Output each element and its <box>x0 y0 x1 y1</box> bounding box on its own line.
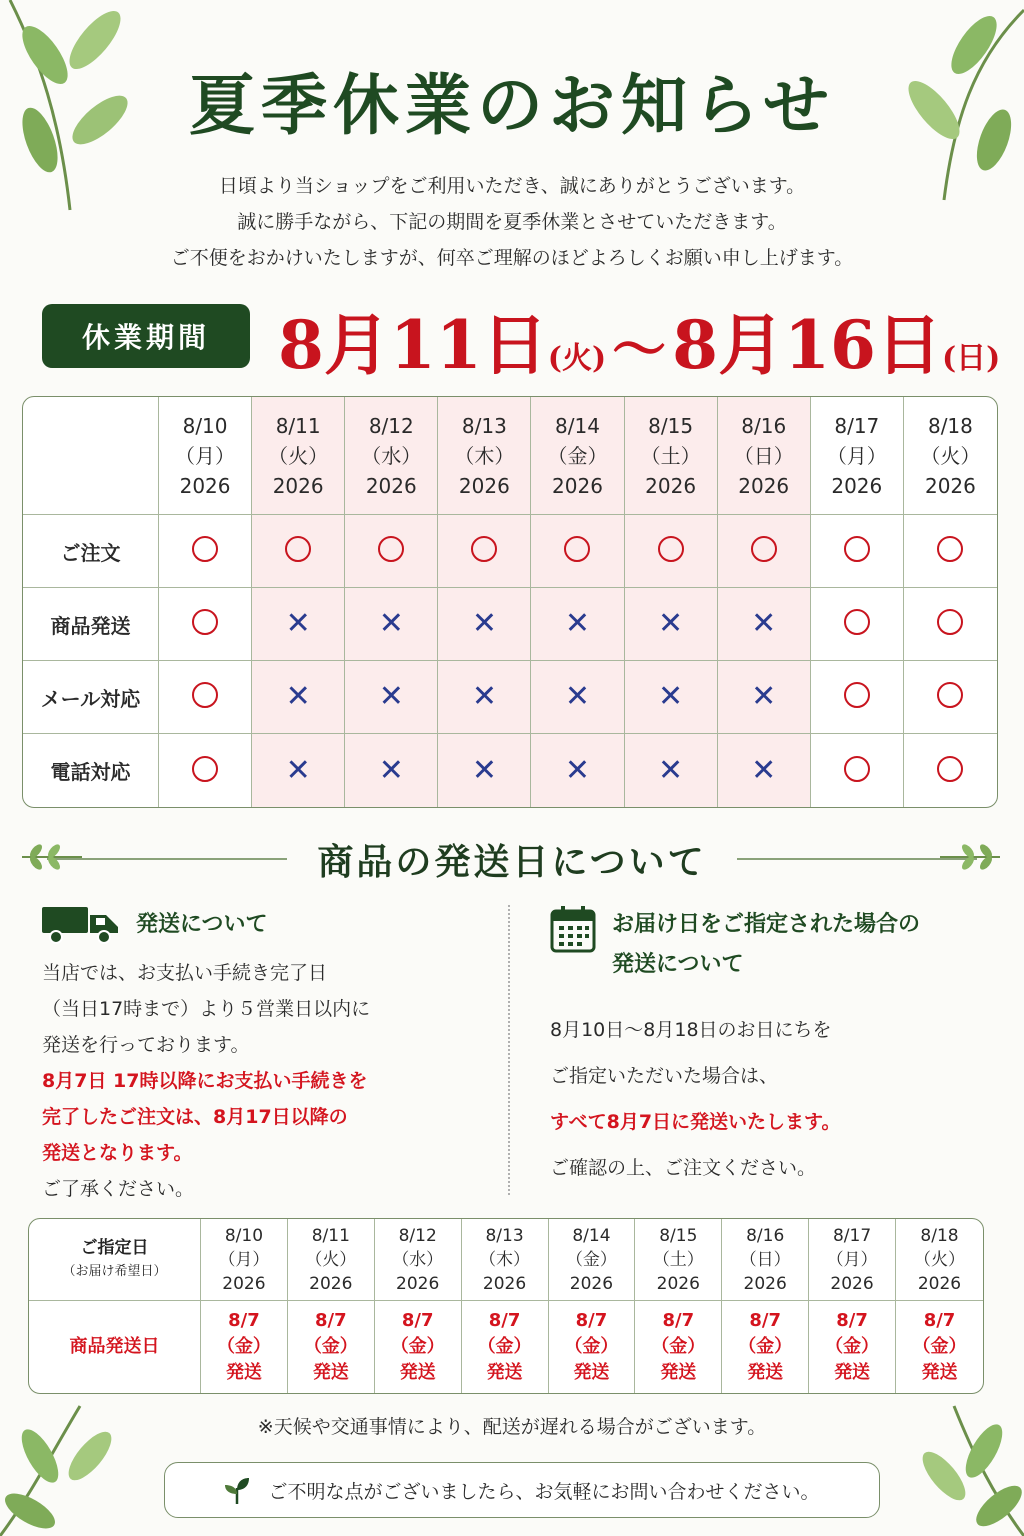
ship-ship-word: 発送 <box>921 1362 958 1383</box>
sprout-icon <box>224 1476 250 1504</box>
date-header-year: 2026 <box>831 473 883 498</box>
desired-date-year: 2026 <box>482 1273 527 1294</box>
delivery-line: 8月10日～8月18日のお日にちを <box>550 1019 832 1041</box>
date-header-date: 8/10 <box>182 413 228 438</box>
date-header-date: 8/16 <box>741 413 787 438</box>
intro-line: ご不便をおかけいたしますが、何卒ご理解のほどよろしくお願い申し上げます。 <box>170 247 854 269</box>
ship-ship-word: 発送 <box>660 1362 697 1383</box>
status-cell <box>252 734 345 807</box>
date-header-day: （水） <box>361 443 422 468</box>
status-cell <box>159 588 252 661</box>
ship-ship-day: （金） <box>303 1336 358 1357</box>
desired-date-year: 2026 <box>917 1273 962 1294</box>
status-cell <box>904 588 997 661</box>
status-cell <box>438 661 531 734</box>
ship-ship-date: 8/7 <box>662 1310 695 1331</box>
page-title: 夏季休業のお知らせ <box>188 66 836 144</box>
period-end-day: (日) <box>941 341 1001 376</box>
status-cell <box>252 515 345 588</box>
available-circle-icon <box>192 609 218 635</box>
unavailable-cross-icon: ✕ <box>751 679 777 714</box>
status-cell <box>345 734 438 807</box>
ship-date-cell <box>375 1301 462 1393</box>
ship-date-cell <box>201 1301 288 1393</box>
schedule-row <box>23 661 997 734</box>
desired-date-date: 8/11 <box>311 1225 350 1246</box>
ship-ship-word: 発送 <box>486 1362 523 1383</box>
status-cell <box>904 515 997 588</box>
date-header-day: （土） <box>640 443 701 468</box>
date-header-date: 8/11 <box>275 413 321 438</box>
desired-date-date: 8/15 <box>659 1225 698 1246</box>
ship-ship-day: （金） <box>738 1336 793 1357</box>
unavailable-cross-icon: ✕ <box>564 606 591 641</box>
truck-icon <box>42 905 120 945</box>
ship-ship-day: （金） <box>216 1336 271 1357</box>
date-header-date: 8/13 <box>461 413 507 438</box>
date-header-date: 8/15 <box>648 413 694 438</box>
unavailable-cross-icon: ✕ <box>378 752 404 788</box>
available-circle-icon <box>658 536 684 562</box>
status-cell <box>625 588 718 661</box>
available-circle-icon <box>192 682 218 708</box>
status-cell <box>625 734 718 807</box>
ship-table-label-top <box>29 1219 201 1301</box>
desired-date-year: 2026 <box>309 1273 353 1294</box>
status-cell <box>531 515 624 588</box>
date-header-year: 2026 <box>272 473 324 498</box>
date-header <box>811 397 904 515</box>
ship-ship-date: 8/7 <box>488 1310 521 1331</box>
schedule-table <box>22 396 998 808</box>
desired-date-day: （月） <box>218 1249 270 1270</box>
date-header-year: 2026 <box>458 473 510 498</box>
unavailable-cross-icon: ✕ <box>564 752 591 788</box>
delivery-heading-line: 発送について <box>612 952 744 977</box>
ship-date-cell <box>722 1301 809 1393</box>
row-label: メール対応 <box>23 661 159 734</box>
date-header-year: 2026 <box>552 473 603 498</box>
unavailable-cross-icon: ✕ <box>471 679 497 714</box>
status-cell <box>531 734 624 807</box>
vine-icon-right <box>940 842 1000 872</box>
available-circle-icon <box>564 536 590 562</box>
available-circle-icon <box>844 756 870 782</box>
desired-date-cell <box>462 1219 549 1301</box>
shipping-line: 当店では、お支払い手続き完了日 <box>42 962 328 984</box>
status-cell <box>252 661 345 734</box>
column-divider <box>508 905 510 1195</box>
date-header-date: 8/17 <box>834 413 880 438</box>
desired-date-date: 8/17 <box>832 1225 872 1246</box>
date-header-day: （日） <box>733 443 794 468</box>
unavailable-cross-icon: ✕ <box>471 606 497 641</box>
desired-date-cell <box>375 1219 462 1301</box>
available-circle-icon <box>844 536 870 562</box>
desired-date-day: （火） <box>305 1249 357 1270</box>
ship-ship-date: 8/7 <box>401 1310 434 1331</box>
date-header-day: （金） <box>547 443 608 468</box>
heading-rule-left <box>47 858 287 860</box>
status-cell <box>345 661 438 734</box>
ship-date-label: 商品発送日 <box>29 1301 201 1393</box>
desired-date-date: 8/13 <box>485 1225 524 1246</box>
delivery-body <box>550 1007 990 1191</box>
date-header-date: 8/12 <box>368 413 414 438</box>
ship-ship-date: 8/7 <box>836 1310 868 1331</box>
date-header <box>438 397 531 515</box>
date-header-year: 2026 <box>365 473 417 498</box>
date-header-day: （木） <box>454 443 515 468</box>
desired-date-day: （水） <box>392 1249 444 1270</box>
delivery-info <box>550 905 990 1191</box>
ship-ship-word: 発送 <box>747 1362 784 1383</box>
period-badge: 休業期間 <box>42 304 250 368</box>
date-header <box>159 397 252 515</box>
ship-ship-date: 8/7 <box>923 1310 956 1331</box>
ship-ship-word: 発送 <box>573 1362 610 1383</box>
available-circle-icon <box>378 536 404 562</box>
status-cell <box>718 515 811 588</box>
unavailable-cross-icon: ✕ <box>378 679 404 714</box>
shipping-heading: 発送について <box>136 912 268 937</box>
date-header-day: （月） <box>175 443 236 468</box>
unavailable-cross-icon: ✕ <box>285 679 311 714</box>
intro-text <box>0 168 1024 276</box>
shipping-warning-line: 完了したご注文は、8月17日以降の <box>42 1106 348 1128</box>
shipping-body <box>42 955 482 1207</box>
status-cell <box>345 515 438 588</box>
desired-date-cell <box>288 1219 375 1301</box>
date-header <box>531 397 624 515</box>
section-heading <box>0 834 1024 884</box>
status-cell <box>438 515 531 588</box>
status-cell <box>811 734 904 807</box>
row-label: 商品発送 <box>23 588 159 661</box>
desired-date-cell <box>896 1219 983 1301</box>
period-start-day: (火) <box>547 341 607 376</box>
available-circle-icon <box>937 756 963 782</box>
unavailable-cross-icon: ✕ <box>751 606 777 641</box>
delay-note: ※天候や交通事情により、配送が遅れる場合がございます。 <box>257 1416 767 1438</box>
contact-text: ご不明な点がございましたら、お気軽にお問い合わせください。 <box>268 1480 820 1503</box>
status-cell <box>345 588 438 661</box>
date-header-day: （火） <box>268 443 329 468</box>
available-circle-icon <box>192 756 218 782</box>
desired-date-day: （木） <box>479 1249 531 1270</box>
status-cell <box>811 661 904 734</box>
desired-date-label: ご指定日 <box>80 1237 149 1258</box>
date-header-day: （月） <box>826 443 887 468</box>
desired-date-date: 8/16 <box>746 1225 785 1246</box>
ship-ship-date: 8/7 <box>315 1310 347 1331</box>
calendar-icon <box>550 905 596 953</box>
unavailable-cross-icon: ✕ <box>751 752 777 788</box>
available-circle-icon <box>192 536 218 562</box>
desired-date-cell <box>809 1219 896 1301</box>
available-circle-icon <box>285 536 311 562</box>
date-header-date: 8/18 <box>927 413 973 438</box>
delivery-line: ご指定いただいた場合は、 <box>550 1065 779 1087</box>
ship-date-cell <box>896 1301 983 1393</box>
unavailable-cross-icon: ✕ <box>285 752 311 788</box>
available-circle-icon <box>937 609 963 635</box>
date-header-date: 8/14 <box>555 413 600 438</box>
status-cell <box>438 734 531 807</box>
delivery-line: ご確認の上、ご注文ください。 <box>550 1157 817 1179</box>
delivery-warning: すべて8月7日に発送いたします。 <box>550 1111 841 1133</box>
desired-date-year: 2026 <box>569 1273 614 1294</box>
shipping-line: （当日17時まで）より５営業日以内に <box>42 998 371 1020</box>
delivery-heading-line: お届け日をご指定された場合の <box>612 912 921 937</box>
vine-icon-left <box>22 842 82 872</box>
schedule-row <box>23 588 997 661</box>
status-cell <box>904 661 997 734</box>
desired-date-year: 2026 <box>222 1273 266 1294</box>
date-header-year: 2026 <box>645 473 697 498</box>
status-cell <box>159 734 252 807</box>
status-cell <box>438 588 531 661</box>
ship-ship-date: 8/7 <box>575 1310 608 1331</box>
unavailable-cross-icon: ✕ <box>658 752 684 788</box>
desired-date-day: （日） <box>739 1249 791 1270</box>
unavailable-cross-icon: ✕ <box>564 679 591 714</box>
unavailable-cross-icon: ✕ <box>471 752 497 788</box>
unavailable-cross-icon: ✕ <box>658 606 684 641</box>
status-cell <box>531 588 624 661</box>
date-header-year: 2026 <box>924 473 976 498</box>
date-header-day: （火） <box>920 443 981 468</box>
ship-ship-word: 発送 <box>399 1362 436 1383</box>
ship-ship-day: （金） <box>825 1336 880 1357</box>
ship-date-cell <box>549 1301 636 1393</box>
period-start: 8月11日 <box>278 306 548 384</box>
status-cell <box>159 661 252 734</box>
period-tilde: ～ <box>612 317 667 381</box>
ship-ship-day: （金） <box>912 1336 967 1357</box>
row-label: 電話対応 <box>23 734 159 807</box>
status-cell <box>159 515 252 588</box>
period-end: 8月16日 <box>672 306 942 384</box>
date-header-year: 2026 <box>738 473 790 498</box>
ship-ship-day: （金） <box>477 1336 532 1357</box>
available-circle-icon <box>471 536 497 562</box>
status-cell <box>811 588 904 661</box>
desired-date-sublabel: （お届け希望日） <box>62 1263 167 1279</box>
desired-date-date: 8/10 <box>224 1225 264 1246</box>
date-header <box>904 397 997 515</box>
ship-date-cell <box>635 1301 722 1393</box>
ship-ship-day: （金） <box>564 1336 619 1357</box>
date-header <box>345 397 438 515</box>
date-header <box>625 397 718 515</box>
date-header-year: 2026 <box>179 473 231 498</box>
schedule-row <box>23 734 997 807</box>
row-label: ご注文 <box>23 515 159 588</box>
status-cell <box>252 588 345 661</box>
unavailable-cross-icon: ✕ <box>658 679 684 714</box>
period-dates <box>278 292 1000 387</box>
unavailable-cross-icon: ✕ <box>285 606 311 641</box>
desired-date-year: 2026 <box>743 1273 787 1294</box>
status-cell <box>718 734 811 807</box>
schedule-row <box>23 515 997 588</box>
available-circle-icon <box>844 609 870 635</box>
desired-date-date: 8/18 <box>920 1225 959 1246</box>
ship-ship-word: 発送 <box>834 1362 871 1383</box>
intro-line: 誠に勝手ながら、下記の期間を夏季休業とさせていただきます。 <box>237 211 787 233</box>
ship-ship-date: 8/7 <box>749 1310 781 1331</box>
date-header <box>718 397 811 515</box>
desired-date-day: （月） <box>826 1249 878 1270</box>
available-circle-icon <box>937 536 963 562</box>
ship-date-table <box>28 1218 984 1394</box>
desired-date-cell <box>549 1219 636 1301</box>
status-cell <box>531 661 624 734</box>
status-cell <box>625 515 718 588</box>
desired-date-day: （土） <box>652 1249 704 1270</box>
shipping-info <box>42 905 482 1207</box>
desired-date-year: 2026 <box>830 1273 874 1294</box>
desired-date-date: 8/12 <box>398 1225 437 1246</box>
status-cell <box>811 515 904 588</box>
contact-box <box>164 1462 880 1518</box>
ship-date-cell <box>462 1301 549 1393</box>
available-circle-icon <box>844 682 870 708</box>
status-cell <box>904 734 997 807</box>
ship-date-cell <box>288 1301 375 1393</box>
ship-ship-day: （金） <box>651 1336 706 1357</box>
shipping-warning-line: 8月7日 17時以降にお支払い手続きを <box>42 1070 368 1092</box>
section-heading-text: 商品の発送日について <box>317 840 707 883</box>
desired-date-day: （火） <box>914 1249 965 1270</box>
shipping-closing: ご了承ください。 <box>42 1178 195 1200</box>
available-circle-icon <box>937 682 963 708</box>
ship-ship-word: 発送 <box>225 1362 262 1383</box>
desired-date-year: 2026 <box>656 1273 700 1294</box>
delivery-heading <box>612 905 920 985</box>
available-circle-icon <box>751 536 777 562</box>
status-cell <box>718 661 811 734</box>
shipping-line: 発送を行っております。 <box>42 1034 250 1056</box>
desired-date-cell <box>722 1219 809 1301</box>
date-header <box>252 397 345 515</box>
shipping-warning-line: 発送となります。 <box>42 1142 193 1164</box>
desired-date-day: （金） <box>565 1249 617 1270</box>
desired-date-cell <box>201 1219 288 1301</box>
status-cell <box>718 588 811 661</box>
status-cell <box>625 661 718 734</box>
ship-date-cell <box>809 1301 896 1393</box>
corner-cell <box>23 397 159 515</box>
unavailable-cross-icon: ✕ <box>378 606 404 641</box>
desired-date-cell <box>635 1219 722 1301</box>
ship-ship-date: 8/7 <box>228 1310 260 1331</box>
desired-date-date: 8/14 <box>572 1225 611 1246</box>
intro-line: 日頃より当ショップをご利用いただき、誠にありがとうございます。 <box>218 175 806 197</box>
ship-ship-day: （金） <box>390 1336 445 1357</box>
desired-date-year: 2026 <box>396 1273 440 1294</box>
ship-ship-word: 発送 <box>312 1362 349 1383</box>
